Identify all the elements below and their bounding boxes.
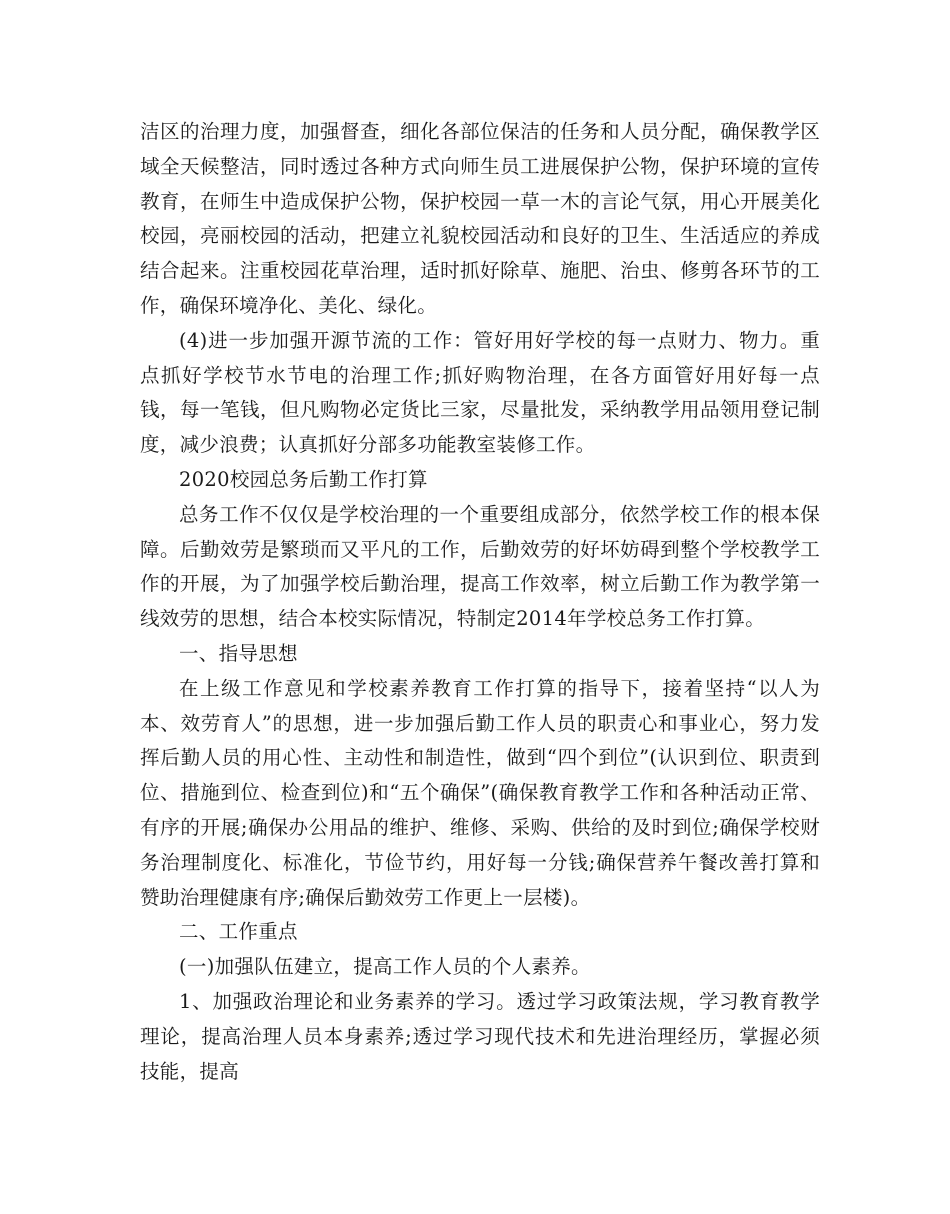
document-body [140, 115, 820, 1089]
paragraph-cleaning: 洁区的治理力度，加强督查，细化各部位保洁的任务和人员分配，确保教学区域全天候整洁，同时透过各种方式向师生员工进展保护公物，保护环境的宣传教育，在师生中造成保护公物，保护校园一草一木的言论气氛，用心开展美化校园，亮丽校园的活动，把建立礼貌校园活动和良好的卫生、生活适应的养成结合起来。注重校园花草治理，适时抓好除草、施肥、治虫、修剪各环节的工作，确保环境净化、美化、绿化。 [140, 120, 820, 317]
section-title: 2020校园总务后勤工作打算 [179, 467, 428, 491]
paragraph-intro: 总务工作不仅仅是学校治理的一个重要组成部分，依然学校工作的根本保障。后勤效劳是繁琐而又平凡的工作，后勤效劳的好坏妨碍到整个学校教学工作的开展，为了加强学校后勤治理，提高工作效率，树立后勤工作为教学第一线效劳的思想，结合本校实际情况，特制定2014年学校总务工作打算。 [140, 502, 820, 631]
heading-guiding-ideology: 一、指导思想 [179, 641, 298, 665]
paragraph-study: 1、加强政治理论和业务素养的学习。透过学习政策法规，学习教育教学理论，提高治理人员本身素养;透过学习现代技术和先进治理经历，掌握必须技能，提高 [140, 989, 820, 1083]
heading-work-focus: 二、工作重点 [179, 920, 298, 944]
paragraph-guiding-ideology: 在上级工作意见和学校素养教育工作打算的指导下，接着坚持“以人为本、效劳育人”的思想，进一步加强后勤工作人员的职责心和事业心，努力发挥后勤人员的用心性、主动性和制造性，做到“四个到位”(认识到位、职责到位、措施到位、检查到位)和“五个确保”(确保教育教学工作和各种活动正常、有序的开展;确保办公用品的维护、维修、采购、供给的及时到位;确保学校财务治理制度化、标准化，节俭节约，用好每一分钱;确保营养午餐改善打算和赞助治理健康有序;确保后勤效劳工作更上一层楼)。 [140, 676, 820, 909]
paragraph-saving: (4)进一步加强开源节流的工作：管好用好学校的每一点财力、物力。重点抓好学校节水节电的治理工作;抓好购物治理，在各方面管好用好每一点钱，每一笔钱，但凡购物必定货比三家，尽量批发，采纳教学用品领用登记制度，减少浪费；认真抓好分部多功能教室装修工作。 [140, 328, 820, 457]
subheading-team-building: (一)加强队伍建立，提高工作人员的个人素养。 [179, 955, 591, 979]
